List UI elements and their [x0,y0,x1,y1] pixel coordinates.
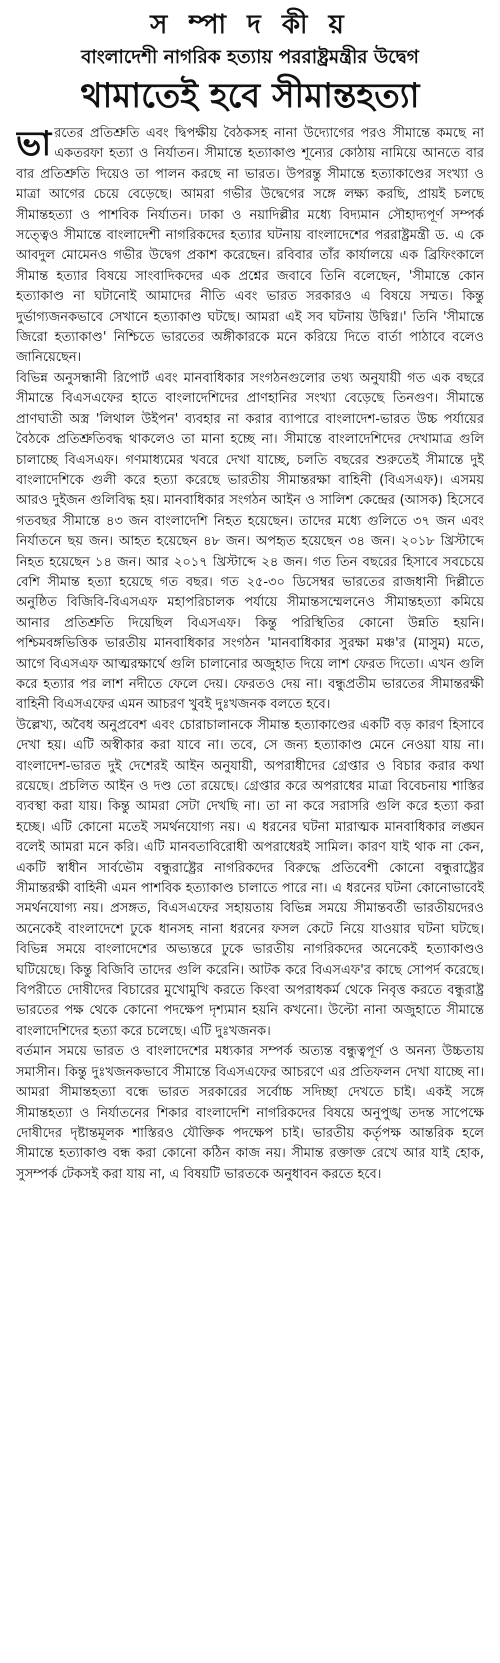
paragraph-4: বর্তমান সময়ে ভারত ও বাংলাদেশের মধ্যকার সম্পর্ক অত্যন্ত বন্ধুত্বপূর্ণ ও অনন্য উচ্চতায় সমাসীন। কিন্তু দুঃখজনকভাবে সীমান্তে বিএসএফের আচরণে এর প্রতিফলন দেখা যাচ্ছে না। আমরা সীমান্তহত্যা বন্ধে ভারত সরকারের সর্বোচ্চ সদিচ্ছা দেখতে চাই। একই সঙ্গে সীমান্তহত্যা ও নির্যাতনের শিকার বাংলাদেশি নাগরিকদের বিষয়ে অনুপুঙ্খ তদন্ত সাপেক্ষে দোষীদের দৃষ্টান্তমূলক শাস্তিরও যৌক্তিক পদক্ষেপ চাই। ভারতীয় কর্তৃপক্ষ আন্তরিক হলে সীমান্তে হত্যাকাণ্ড বন্ধ করা কোনো কঠিন কাজ নয়। সীমান্ত রক্তাক্ত রেখে আর যাই হোক, সুসম্পর্ক টেকসই করা যায় না, এ বিষয়টি ভারতকে অনুধাবন করতে হবে। [16,1044,484,1182]
headline: থামাতেই হবে সীমান্তহত্যা [80,76,420,116]
paragraph-1 [16,124,484,369]
paragraph-1-text: রতের প্রতিশ্রুতি এবং দ্বিপক্ষীয় বৈঠকসহ নানা উদ্যোগের পরও সীমান্তে কমছে না একতরফা হত্যা ও নির্যাতন। সীমান্তে হত্যাকাণ্ড শূন্যের কোঠায় নামিয়ে আনতে বার বার প্রতিশ্রুতি দিয়েও তা পালন করছে না ভারত। উপরন্তু সীমান্তে হত্যাকাণ্ডের সংখ্যা ও মাত্রা আগের চেয়ে বেড়েছে। আমরা গভীর উদ্বেগের সঙ্গে লক্ষ্য করছি, প্রায়ই চলছে সীমান্তহত্যা ও পাশবিক নির্যাতন। ঢাকা ও নয়াদিল্লীর মধ্যে বিদ্যমান সৌহাদ্যপূর্ণ সম্পর্ক সত্ত্বেও সীমান্তে বাংলাদেশী নাগরিকদের হত্যার ঘটনায় বাংলাদেশের পররাষ্ট্রমন্ত্রী ড. এ কে আবদুল মোমেনও গভীর উদ্বেগ প্রকাশ করেছেন। রবিবার তাঁর কার্যালয়ে এক ব্রিফিংকালে সীমান্ত হত্যার বিষয়ে সাংবাদিকদের এক প্রশ্নের জবাবে তিনি বলেছেন, 'সীমান্তে কোন হত্যাকাণ্ড না ঘটানোই আমাদের নীতি এবং ভারত সরকারও এ বিষয়ে সম্মত। কিন্তু দুর্ভাগ্যজনকভাবে সেখানে হত্যাকাণ্ড ঘটছে। আমরা এই সব ঘটনায় উদ্বিগ্ন।' তিনি 'সীমান্তে জিরো হত্যাকাণ্ড' নিশ্চিতে ভারতের অঙ্গীকারকে মনে করিয়ে দিতে বার্তা পাঠাবে বলেও জানিয়েছেন। [16,126,484,366]
paragraph-2: বিভিন্ন অনুসন্ধানী রিপোর্ট এবং মানবাধিকার সংগঠনগুলোর তথ্য অনুযায়ী গত এক বছরে সীমান্তে বিএসএফের হাতে বাংলাদেশিদের প্রাণহানির সংখ্যা বেড়েছে তিনগুণ। সীমান্তে প্রাণঘাতী অস্ত্র 'লিথাল উইপন' ব্যবহার না করার ব্যাপারে বাংলাদেশ-ভারত উচ্চ পর্যায়ের বৈঠকে প্রতিশ্রুতিবদ্ধ থাকলেও তা মানা হচ্ছে না। সীমান্তে বাংলাদেশিদের দেখামাত্র গুলি চালাচ্ছে বিএসএফ। গণমাধ্যমের খবরে দেখা যাচ্ছে, চলতি বছরের শুরুতেই সীমান্তে দুই বাংলাদেশিকে গুলী করে হত্যা করেছে ভারতীয় সীমান্তরক্ষা বাহিনী (বিএসএফ)। এসময় আরও দুইজন গুলিবিদ্ধ হয়। মানবাধিকার সংগঠন আইন ও সালিশ কেন্দ্রের (আসক) হিসেবে গতবছর সীমান্তে ৪৩ জন বাংলাদেশি নিহত হয়েছেন। তাদের মধ্যে গুলিতে ৩৭ জন এবং নির্যাতনে ছয় জন। আহত হয়েছেন ৪৮ জন। অপহৃত হয়েছেন ৩৪ জন। ২০১৮ খ্রিস্টাব্দে নিহত হয়েছেন ১৪ জন। আর ২০১৭ খ্রিস্টাব্দে ২৪ জন। গত তিন বছরের হিসাবে সবচেয়ে বেশি সীমান্ত হত্যা হয়েছে গত বছর। গত ২৫-৩০ ডিসেম্বর ভারতের রাজধানী দিল্লীতে অনুষ্ঠিত বিজিবি-বিএসএফ মহাপরিচালক পর্যায়ে সীমান্তসম্মেলনেও সীমান্তহত্যা কমিয়ে আনার প্রতিশ্রুতি দিয়েছিল বিএসএফ। কিন্তু পরিস্থিতির কোনো উন্নতি হয়নি। পশ্চিমবঙ্গভিত্তিক ভারতীয় মানবাধিকার সংগঠন 'মানবাধিকার সুরক্ষা মঞ্চ'র (মাসুম) মতে, আগে বিএসএফ আত্মরক্ষার্থে গুলি চালানোর অজুহাত দিয়ে লাশ ফেরত দিতো। এখন গুলি করে হত্যার পর লাশ নদীতে ফেলে দেয়। ফেরতও দেয় না। বন্ধুপ্রতীম ভারতের সীমান্তরক্ষী বাহিনী বিএসএফের এমন আচরণ খুবই দুঃখজনক বলতে হবে। [16,370,484,713]
section-label: স ম্পা দ কী য় [150,10,350,40]
drop-cap: ভা [16,124,52,164]
subheadline: বাংলাদেশী নাগরিক হত্যায় পররাষ্ট্রমন্ত্রীর উদ্বেগ [81,47,419,68]
article-body [16,124,484,1659]
paragraph-3: উল্লেখ্য, অবৈধ অনুপ্রবেশ এবং চোরাচালানকে সীমান্ত হত্যাকাণ্ডের একটি বড় কারণ হিসাবে দেখা হয়। এটি অস্বীকার করা যাবে না। তবে, সে জন্য হত্যাকাণ্ড মেনে নেওয়া যায় না। বাংলাদেশ-ভারত দুই দেশেরই আইন অনুযায়ী, অপরাধীদের গ্রেপ্তার ও বিচার করার কথা রয়েছে। প্রচলিত আইন ও দণ্ড তো রয়েছে। গ্রেপ্তার করে অপরাধের মাত্রা বিবেচনায় শাস্তির ব্যবস্থা করা যায়। কিন্তু আমরা সেটা দেখছি না। তা না করে সরাসরি গুলি করে হত্যা করা হচ্ছে। এটি কোনো মতেই সমর্থনযোগ্য নয়। এ ধরনের ঘটনা মারাত্মক মানবাধিকার লঙ্ঘন বলেই আমরা মনে করি। এটি মানবতাবিরোধী অপরাধেরই সামিল। কারণ যাই থাক না কেন, একটি স্বাধীন সার্বভৌম বন্ধুরাষ্ট্রের নাগরিকদের বিরুদ্ধে প্রতিবেশী কোনো বন্ধুরাষ্ট্রের সীমান্তরক্ষী বাহিনী এমন পাশবিক হত্যাকাণ্ড চালাতে পারে না। এ ধরনের ঘটনা কোনোভাবেই সমর্থনযোগ্য নয়। প্রসঙ্গত, বিএসএফের সহায়তায় বিভিন্ন সময়ে সীমান্তবর্তী ভারতীয়দেরও অনেকেই বাংলাদেশে ঢুকে ধানসহ নানা ধরনের ফসল কেটে নিয়ে যাওয়ার ঘটনা ঘটছে। বিভিন্ন সময়ে বাংলাদেশের অভ্যন্তরে ঢুকে ভারতীয় নাগরিকদের অনেকেই হত্যাকাণ্ডও ঘটিয়েছে। কিন্তু বিজিবি তাদের গুলি করেনি। আটক করে বিএসএফ'র কাছে সোপর্দ করেছে। বিপরীতে দোষীদের বিচারের মুখোমুখি করতে কিংবা অপরাধকর্ম থেকে নিবৃত্ত করতে বন্ধুরাষ্ট্র ভারতের পক্ষ থেকে কোনো পদক্ষেপ দৃশ্যমান হয়নি কখনো। উল্টো নানা অজুহাতে সীমান্তে বাংলাদেশিদের হত্যা করে চলেছে। এটি দুঃখজনক। [16,717,484,1039]
